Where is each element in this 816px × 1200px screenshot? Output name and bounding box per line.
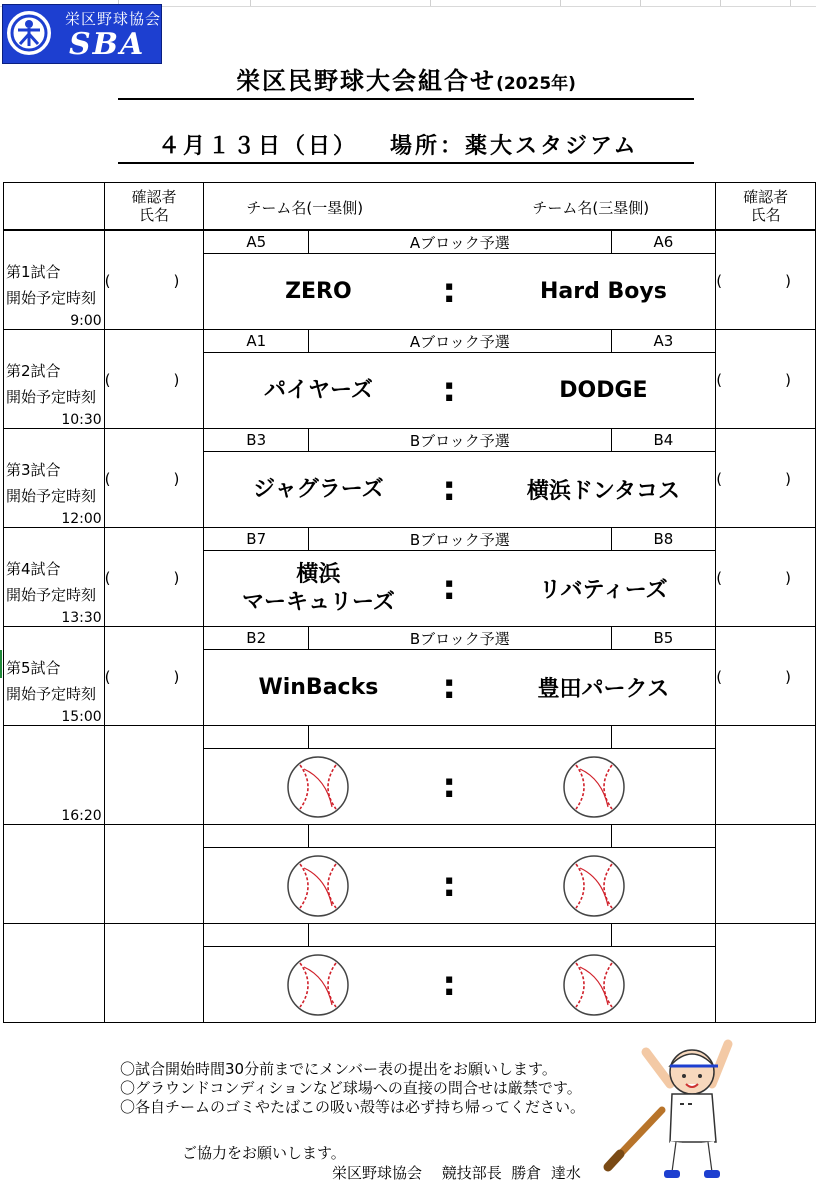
notes-list <box>120 1060 585 1117</box>
confirm-cell-right[interactable] <box>716 627 816 726</box>
confirm-cell-right[interactable] <box>716 429 816 528</box>
confirm-blank-right[interactable]: ( ) <box>716 370 815 389</box>
logo-org-name: 栄区野球協会 <box>65 10 162 28</box>
match-cell <box>204 627 716 726</box>
confirm-blank-left[interactable]: ( ) <box>104 370 204 389</box>
game-info-cell <box>4 627 105 726</box>
logo-wordmark: SBA <box>69 27 146 62</box>
versus-colon: : <box>442 469 456 509</box>
confirm-cell-right[interactable] <box>716 825 816 924</box>
right-team-code: B8 <box>611 528 715 551</box>
versus-colon: : <box>442 667 456 707</box>
block-label: Bブロック予選 <box>309 528 612 551</box>
team-right-header: チーム名(三塁側) <box>532 199 650 217</box>
confirm-blank-right[interactable]: ( ) <box>716 667 815 686</box>
confirm-cell-right[interactable] <box>716 230 816 330</box>
game-row <box>4 429 816 528</box>
baseball-icon <box>562 755 626 823</box>
event-dateline <box>118 131 694 164</box>
versus-colon: : <box>442 766 456 806</box>
confirm-header-left <box>104 183 204 231</box>
confirm-cell-left[interactable] <box>104 924 204 1023</box>
confirm-header-right-line2: 氏名 <box>750 206 781 224</box>
team-left <box>204 353 432 428</box>
row-marker <box>0 650 2 678</box>
block-label <box>309 924 612 947</box>
confirm-blank-left[interactable]: ( ) <box>104 667 204 686</box>
game-row <box>4 330 816 429</box>
right-team-code <box>611 924 715 947</box>
left-team-code: B7 <box>204 528 308 551</box>
confirm-blank-right[interactable]: ( ) <box>716 271 815 290</box>
match-cell <box>204 825 716 924</box>
block-label <box>309 726 612 749</box>
page-title <box>118 64 694 100</box>
confirm-blank-right[interactable]: ( ) <box>716 568 815 587</box>
right-team-code <box>611 726 715 749</box>
title-year: (2025年) <box>496 74 576 94</box>
block-label: Bブロック予選 <box>309 627 612 650</box>
team-left <box>204 254 432 329</box>
team-left-name: ZERO <box>285 278 352 304</box>
matchup <box>204 947 715 1022</box>
team-left <box>204 452 432 527</box>
match-cell <box>204 726 716 825</box>
game-info-cell <box>4 528 105 627</box>
confirm-cell-right[interactable] <box>716 528 816 627</box>
left-team-code: B3 <box>204 429 308 452</box>
event-venue: 場所：薬大スタジアム <box>390 134 639 159</box>
match-cell <box>204 528 716 627</box>
baseball-player-illustration <box>600 1032 750 1186</box>
game-info-cell <box>4 230 105 330</box>
start-time: 16:20 <box>61 808 102 824</box>
game-info-cell <box>4 429 105 528</box>
left-team-code: B2 <box>204 627 308 650</box>
team-left-header: チーム名(一塁側) <box>246 199 364 217</box>
team-right: 豊田パークス <box>537 677 670 702</box>
game-row <box>4 230 816 330</box>
team-left-name: ジャグラーズ <box>253 476 384 502</box>
game-info-cell <box>4 924 105 1023</box>
empty-game-row <box>4 924 816 1023</box>
confirm-header-right-line1: 確認者 <box>743 188 789 206</box>
match-cell <box>204 230 716 330</box>
match-cell <box>204 429 716 528</box>
sba-logo <box>2 4 162 64</box>
confirm-cell-left[interactable] <box>104 330 204 429</box>
right-team-code: A3 <box>611 330 715 353</box>
matchup <box>204 848 715 923</box>
versus-colon: : <box>442 271 456 311</box>
game-row <box>4 627 816 726</box>
association-emblem-icon <box>7 11 51 55</box>
header-row <box>4 183 816 231</box>
baseball-icon <box>562 953 626 1021</box>
matchup <box>204 353 715 428</box>
team-left-name: パイヤーズ <box>263 377 373 403</box>
start-time: 12:00 <box>61 511 102 527</box>
match-cell <box>204 924 716 1023</box>
note-item: 〇試合開始時間30分前までにメンバー表の提出をお願いします。 <box>120 1060 557 1078</box>
match-cell <box>204 330 716 429</box>
game-number: 第3試合 <box>6 461 61 479</box>
schedule-table <box>3 182 816 1023</box>
team-left-name: マーキュリーズ <box>241 589 395 615</box>
confirm-cell-left[interactable] <box>104 528 204 627</box>
confirm-cell-right[interactable] <box>716 330 816 429</box>
matchup <box>204 650 715 725</box>
team-right: リバティーズ <box>539 578 668 603</box>
game-info-cell <box>4 330 105 429</box>
confirm-cell-right[interactable] <box>716 924 816 1023</box>
start-time-label: 開始予定時刻 <box>6 289 97 307</box>
left-team-code: A5 <box>204 231 308 254</box>
block-label: Bブロック予選 <box>309 429 612 452</box>
game-info-cell <box>4 726 105 825</box>
game-number: 第2試合 <box>6 362 61 380</box>
block-label: Aブロック予選 <box>309 330 612 353</box>
left-team-code: A1 <box>204 330 308 353</box>
thanks-text: ご協力をお願いします。 <box>182 1144 346 1162</box>
left-team-code <box>204 924 308 947</box>
start-time: 9:00 <box>70 313 102 329</box>
baseball-icon <box>286 755 350 823</box>
confirm-cell-left[interactable] <box>104 429 204 528</box>
baseball-icon <box>562 854 626 922</box>
team-right: DODGE <box>559 378 648 403</box>
start-time: 13:30 <box>61 610 102 626</box>
game-info-cell <box>4 825 105 924</box>
title-text: 栄区民野球大会組合せ <box>236 67 497 95</box>
matchup <box>204 749 715 824</box>
game-row <box>4 528 816 627</box>
game-number: 第1試合 <box>6 263 61 281</box>
matchup <box>204 254 715 329</box>
right-team-code: A6 <box>611 231 715 254</box>
team-left <box>204 650 432 725</box>
note-item: 〇各自チームのゴミやたばこの吸い殻等は必ず持ち帰ってください。 <box>120 1098 586 1116</box>
team-right: 横浜ドンタコス <box>526 479 680 504</box>
empty-game-row <box>4 825 816 924</box>
confirm-cell-left[interactable] <box>104 825 204 924</box>
right-team-code: B5 <box>611 627 715 650</box>
matchup <box>204 551 715 626</box>
left-team-code <box>204 825 308 848</box>
matchup <box>204 452 715 527</box>
start-time: 15:00 <box>61 709 102 725</box>
team-left <box>204 551 432 626</box>
confirm-cell-left[interactable] <box>104 230 204 330</box>
header-blank <box>4 183 105 231</box>
confirm-header-right <box>716 183 816 231</box>
versus-colon: : <box>442 568 456 608</box>
baseball-icon <box>286 953 350 1021</box>
game-number: 第4試合 <box>6 560 61 578</box>
team-left-name: WinBacks <box>258 674 379 700</box>
left-team-code <box>204 726 308 749</box>
versus-colon: : <box>442 964 456 1004</box>
note-item: 〇グラウンドコンディションなど球場への直接の問合せは厳禁です。 <box>120 1079 582 1097</box>
start-time-label: 開始予定時刻 <box>6 388 97 406</box>
signature: 栄区野球協会 競技部長 勝倉 達水 <box>332 1164 581 1182</box>
start-time-label: 開始予定時刻 <box>6 685 97 703</box>
versus-colon: : <box>442 865 456 905</box>
versus-colon: : <box>442 370 456 410</box>
confirm-cell-left[interactable] <box>104 726 204 825</box>
baseball-icon <box>286 854 350 922</box>
confirm-blank-left[interactable]: ( ) <box>104 271 204 290</box>
confirm-blank-left[interactable]: ( ) <box>104 469 204 488</box>
team-left-name: 横浜 <box>296 561 341 587</box>
confirm-blank-left[interactable]: ( ) <box>104 568 204 587</box>
empty-game-row <box>4 726 816 825</box>
start-time: 10:30 <box>61 412 102 428</box>
confirm-blank-right[interactable]: ( ) <box>716 469 815 488</box>
confirm-cell-left[interactable] <box>104 627 204 726</box>
confirm-cell-right[interactable] <box>716 726 816 825</box>
teams-header <box>204 183 716 231</box>
confirm-header-left-line2: 氏名 <box>139 206 170 224</box>
start-time-label: 開始予定時刻 <box>6 487 97 505</box>
right-team-code <box>611 825 715 848</box>
right-team-code: B4 <box>611 429 715 452</box>
confirm-header-left-line1: 確認者 <box>131 188 177 206</box>
block-label <box>309 825 612 848</box>
game-number: 第5試合 <box>6 659 61 677</box>
team-right: Hard Boys <box>539 279 667 304</box>
event-date: ４月１３日（日） <box>158 134 359 159</box>
start-time-label: 開始予定時刻 <box>6 586 97 604</box>
block-label: Aブロック予選 <box>309 231 612 254</box>
